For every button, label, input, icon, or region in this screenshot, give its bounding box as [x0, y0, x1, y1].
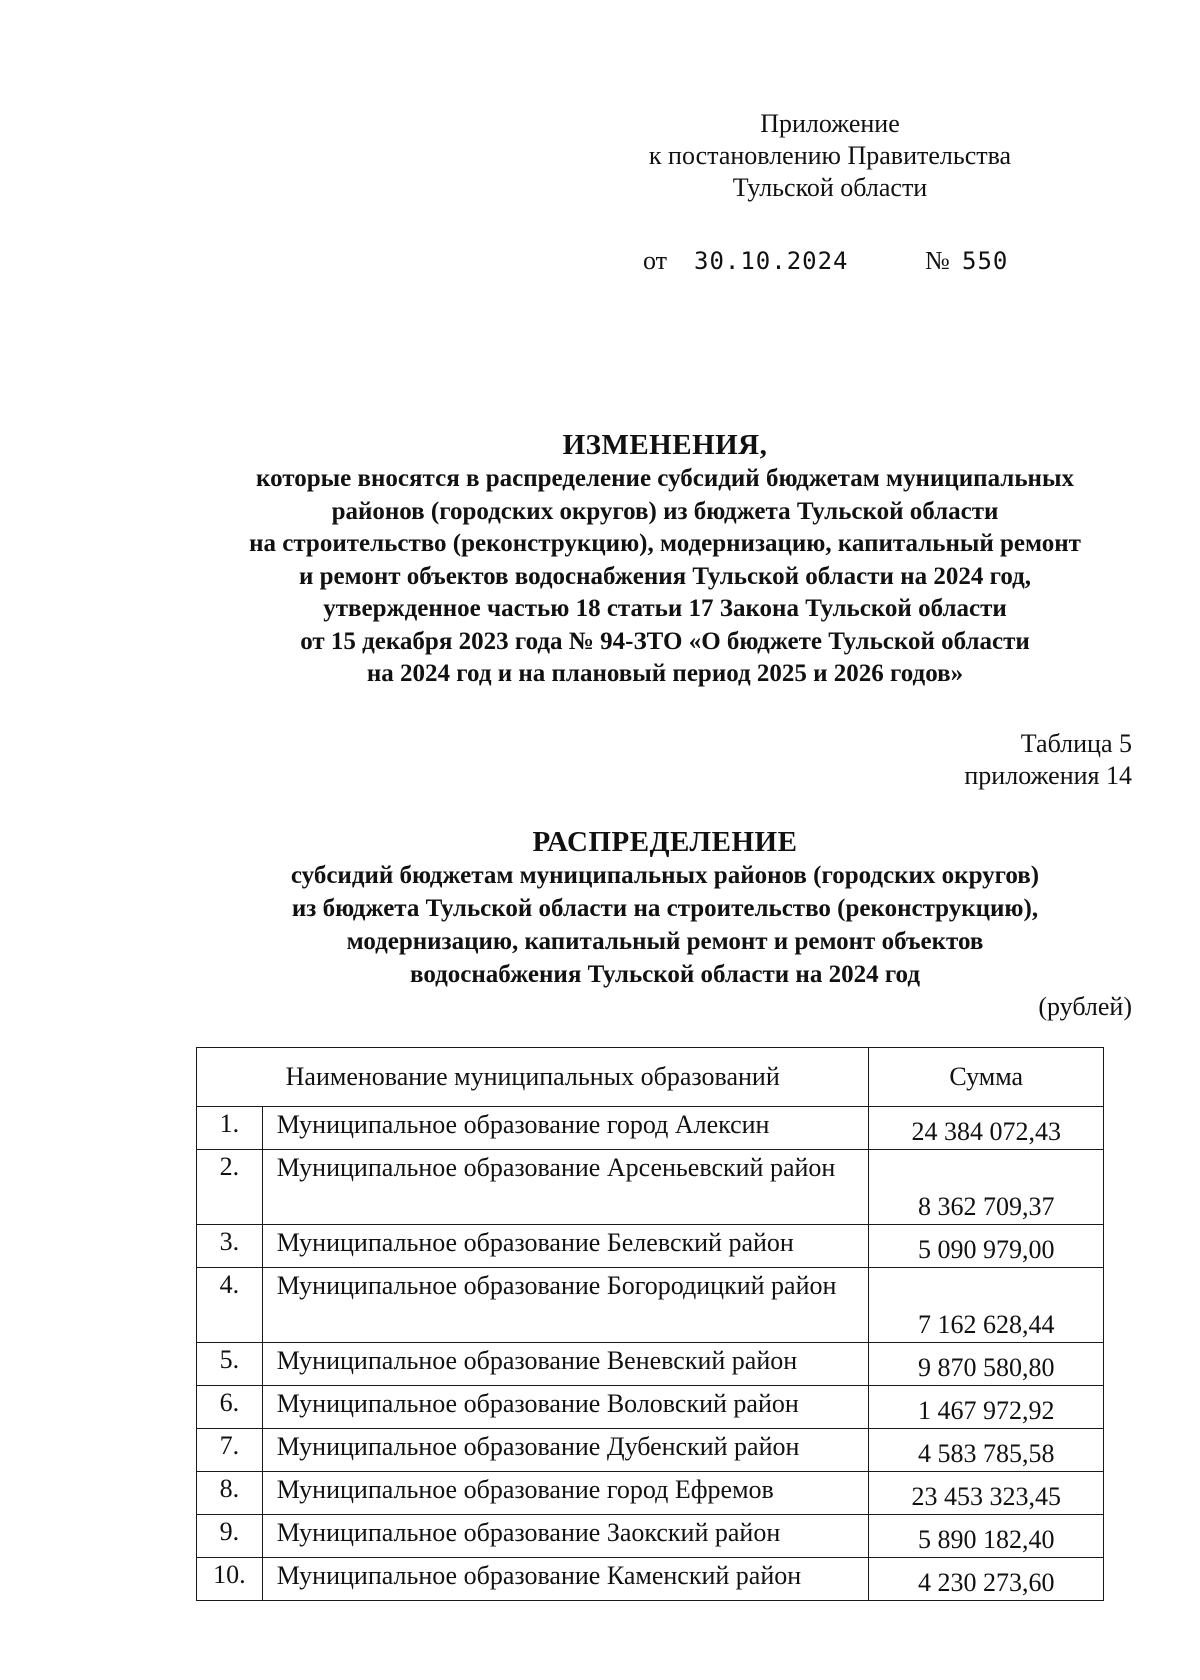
row-number: 7. [197, 1429, 263, 1472]
changes-line: районов (городских округов) из бюджета Тульской области [331, 497, 999, 525]
subsidy-table [196, 1047, 1104, 1601]
row-number: 6. [197, 1386, 263, 1429]
table-row [197, 1225, 1104, 1268]
appendix-line-2: к постановлению Правительства [648, 141, 1012, 170]
row-name: Муниципальное образование Веневский район [262, 1343, 869, 1386]
table-row [197, 1107, 1104, 1150]
table-reference [964, 728, 1132, 792]
row-sum: 9 870 580,80 [869, 1343, 1104, 1386]
row-name: Муниципальное образование город Ефремов [262, 1472, 869, 1515]
changes-line: от 15 декабря 2023 года № 94-ЗТО «О бюджете Тульской области [300, 627, 1030, 655]
table-row [197, 1515, 1104, 1558]
decree-prefix: от [643, 246, 668, 275]
table-row [197, 1558, 1104, 1601]
row-number: 9. [197, 1515, 263, 1558]
row-name: Муниципальное образование город Алексин [262, 1107, 869, 1150]
row-number: 1. [197, 1107, 263, 1150]
row-sum: 5 090 979,00 [869, 1225, 1104, 1268]
row-name: Муниципальное образование Богородицкий район [262, 1268, 869, 1343]
distribution-line: водоснабжения Тульской области на 2024 год [410, 961, 920, 988]
row-sum: 5 890 182,40 [869, 1515, 1104, 1558]
row-sum: 1 467 972,92 [869, 1386, 1104, 1429]
row-number: 8. [197, 1472, 263, 1515]
header-name-cell: Наименование муниципальных образований [197, 1048, 869, 1107]
header-sum-cell: Сумма [869, 1048, 1104, 1107]
table-reference-line-1: Таблица 5 [1020, 729, 1132, 758]
table-row [197, 1386, 1104, 1429]
table-row [197, 1429, 1104, 1472]
distribution-description [120, 859, 1200, 991]
appendix-line-1: Приложение [760, 109, 900, 138]
row-sum: 8 362 709,37 [869, 1150, 1104, 1225]
decree-date: 30.10.2024 [694, 247, 849, 275]
changes-line: утвержденное частью 18 статьи 17 Закона Тульской области [323, 595, 1007, 622]
table-reference-line-2: приложения 14 [964, 761, 1132, 790]
changes-line: на 2024 год и на плановый период 2025 и 2026 годов» [366, 660, 964, 687]
row-sum: 4 583 785,58 [869, 1429, 1104, 1472]
row-number: 3. [197, 1225, 263, 1268]
table-row [197, 1268, 1104, 1343]
appendix-reference [600, 108, 1060, 204]
row-number: 2. [197, 1150, 263, 1225]
distribution-line: модернизацию, капитальный ремонт и ремонт объектов [346, 928, 984, 955]
changes-line: на строительство (реконструкцию), модернизацию, капитальный ремонт [249, 530, 1081, 557]
units-label: (рублей) [1038, 992, 1132, 1021]
distribution-title: РАСПРЕДЕЛЕНИЕ [532, 826, 798, 858]
table-header-row [197, 1048, 1104, 1107]
row-number: 10. [197, 1558, 263, 1601]
appendix-line-3: Тульской области [732, 173, 928, 202]
changes-description [120, 463, 1200, 691]
distribution-line: субсидий бюджетам муниципальных районов (городских округов) [290, 862, 1040, 889]
changes-title: ИЗМЕНЕНИЯ, [562, 429, 768, 461]
row-sum: 24 384 072,43 [869, 1107, 1104, 1150]
table-row [197, 1150, 1104, 1225]
row-name: Муниципальное образование Белевский район [262, 1225, 869, 1268]
row-name: Муниципальное образование Арсеньевский район [262, 1150, 869, 1225]
changes-line: которые вносятся в распределение субсидий бюджетам муниципальных [256, 465, 1074, 492]
changes-line: и ремонт объектов водоснабжения Тульской области на 2024 год, [298, 562, 1032, 590]
table-row [197, 1472, 1104, 1515]
table-row [197, 1343, 1104, 1386]
row-number: 4. [197, 1268, 263, 1343]
row-name: Муниципальное образование Заокский район [262, 1515, 869, 1558]
row-sum: 4 230 273,60 [869, 1558, 1104, 1601]
row-name: Муниципальное образование Дубенский район [262, 1429, 869, 1472]
row-sum: 23 453 323,45 [869, 1472, 1104, 1515]
distribution-line: из бюджета Тульской области на строительство (реконструкцию), [291, 895, 1039, 922]
row-name: Муниципальное образование Воловский район [262, 1386, 869, 1429]
decree-number: 550 [962, 247, 1009, 275]
decree-number-sign: № [925, 246, 950, 275]
row-name: Муниципальное образование Каменский район [262, 1558, 869, 1601]
row-number: 5. [197, 1343, 263, 1386]
row-sum: 7 162 628,44 [869, 1268, 1104, 1343]
